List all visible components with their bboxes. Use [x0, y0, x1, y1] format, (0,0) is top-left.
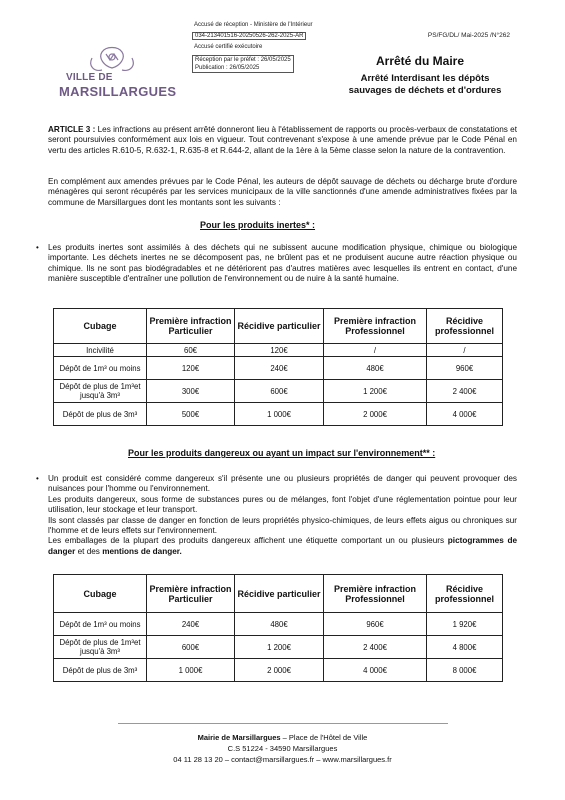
p4-bold-pictograms: pictogrammes de danger [48, 536, 518, 556]
bullet-icon: • [36, 243, 39, 252]
footer-divider [118, 723, 448, 724]
col-header: Récidive professionnel [427, 309, 503, 344]
table-cell: Dépôt de plus de 3m³ [54, 659, 147, 682]
subtitle-line-1: Arrêté Interdisant les dépôts [360, 73, 490, 84]
section-inert-heading: Pour les produits inertes* : [200, 220, 316, 230]
table-header-row [54, 575, 503, 613]
table-cell: 300€ [147, 380, 235, 403]
table-cell: 240€ [235, 357, 324, 380]
col-header: Première infraction Professionnel [324, 309, 427, 344]
table-cell: 1 000€ [235, 403, 324, 426]
stamp-certified: Accusé certifié exécutoire [194, 44, 263, 50]
table-cell: 120€ [235, 344, 324, 357]
logo-line-1: VILLE DE [66, 72, 113, 83]
col-header: Cubage [54, 309, 147, 344]
col-header: Première infraction Particulier [147, 575, 235, 613]
footer-line-3: 04 11 28 13 20 – contact@marsillargues.fr – www.marsillargues.fr [173, 755, 392, 764]
table-row [54, 357, 503, 380]
table-cell: 2 400€ [324, 636, 427, 659]
table-cell: Dépôt de plus de 1m³et jusqu'à 3m³ [54, 380, 147, 403]
stamp-id: 034-213401516-20250526-262-2025-AR [192, 32, 306, 40]
table-row [54, 636, 503, 659]
stamp-dates [192, 55, 294, 73]
page-subtitle [325, 73, 525, 97]
table-cell: / [324, 344, 427, 357]
complement-paragraph: En complément aux amendes prévues par le Code Pénal, les auteurs de dépôt sauvage de déchets ou décharge brute d'ordure ménagères qui seront récupérés par les services municipaux de la ville sanctionnés d'une amende administratives fixées par la commune de Marsillargues dont les montants sont les suivants : [48, 177, 517, 207]
col-header: Première infraction Professionnel [324, 575, 427, 613]
dangerous-p1: Un produit est considéré comme dangereux s'il présente une ou plusieurs propriétés de danger qui peuvent provoquer des nuisances pour l'homme ou l'environnement. [48, 474, 517, 494]
table-row [54, 344, 503, 357]
table-header-row [54, 309, 503, 344]
table-cell: 2 000€ [235, 659, 324, 682]
table-cell: 1 200€ [235, 636, 324, 659]
document-reference: PS/FG/DL/ Mai-2025 /N°262 [427, 32, 510, 39]
stamp-publication: Publication : 26/05/2025 [195, 65, 260, 71]
article-label: ARTICLE 3 : [48, 125, 96, 134]
table-row [54, 403, 503, 426]
table-row [54, 659, 503, 682]
table-cell: / [427, 344, 503, 357]
logo-line-2: MARSILLARGUES [59, 84, 177, 99]
bullet-icon: • [36, 474, 39, 483]
table-cell: 500€ [147, 403, 235, 426]
p4-mid: et des [77, 546, 100, 556]
table-cell: 480€ [324, 357, 427, 380]
article-3-paragraph [48, 125, 517, 156]
footer-address [0, 732, 565, 765]
stamp-reception: Réception par le préfet : 26/05/2025 [195, 57, 291, 63]
stamp-title: Accusé de réception - Ministère de l'Intérieur [194, 22, 313, 28]
table-cell: Dépôt de 1m³ ou moins [54, 357, 147, 380]
dangerous-p2: Les produits dangereux, sous forme de substances pures ou de mélanges, font l'objet d'une réglementation pointue pour leur utilisation, leur stockage et leur transport. [48, 494, 517, 515]
table-cell: 4 000€ [324, 659, 427, 682]
section-dangerous-heading: Pour les produits dangereux ou ayant un impact sur l'environnement** : [128, 448, 436, 458]
table-cell: 960€ [427, 357, 503, 380]
col-header: Récidive particulier [235, 575, 324, 613]
footer-line-1 [0, 732, 565, 743]
p4-bold-mentions: mentions de danger. [102, 546, 182, 556]
table-cell: 480€ [235, 613, 324, 636]
table-cell: Dépôt de 1m³ ou moins [54, 613, 147, 636]
subtitle-line-2: sauvages de déchets et d'ordures [348, 85, 502, 96]
footer-place: – Place de l'Hôtel de Ville [280, 733, 368, 742]
table-row [54, 380, 503, 403]
table-cell: 1 000€ [147, 659, 235, 682]
dangerous-p3: Ils sont classés par classe de danger en fonction de leurs propriétés physico-chimiques, de leurs effets aigus ou chroniques sur l'homme et de leurs effets sur l'environnement. [48, 515, 517, 536]
table-cell: 960€ [324, 613, 427, 636]
footer-mairie: Mairie de Marsillargues [197, 733, 281, 742]
table-cell: Incivilité [54, 344, 147, 357]
table-cell: 240€ [147, 613, 235, 636]
table-cell: 1 200€ [324, 380, 427, 403]
table-cell: 600€ [235, 380, 324, 403]
col-header: Récidive particulier [235, 309, 324, 344]
col-header: Cubage [54, 575, 147, 613]
table-cell: 8 000€ [427, 659, 503, 682]
table-cell: Dépôt de plus de 3m³ [54, 403, 147, 426]
table-cell: 600€ [147, 636, 235, 659]
col-header: Première infraction Particulier [147, 309, 235, 344]
inert-description: Les produits inertes sont assimilés à des déchets qui ne subissent aucune modification physique, chimique ou biologique importante. Les déchets inertes ne se décomposent pas, ne brûlent pas et ne produisent aucune autre réaction physique ou chimique. Ils ne sont pas biodégradables et ne détériorent pas d'autres matières avec lesquelles ils entrent en contact, d'une manière susceptible d'entraîner une pollution de l'environnement ou de nuire à la santé humaine. [48, 243, 517, 284]
table-cell: 1 920€ [427, 613, 503, 636]
table-cell: 2 000€ [324, 403, 427, 426]
table-cell: 120€ [147, 357, 235, 380]
table-cell: 4 000€ [427, 403, 503, 426]
dangerous-p4 [48, 536, 517, 557]
table-cell: 4 800€ [427, 636, 503, 659]
p4-start: Les emballages de la plupart des produits dangereux affichent une étiquette comportant un ou plusieurs [48, 536, 445, 546]
table-cell: Dépôt de plus de 1m³et jusqu'à 3m³ [54, 636, 147, 659]
col-header: Récidive professionnel [427, 575, 503, 613]
inert-fines-table [53, 308, 503, 426]
dangerous-fines-table [53, 574, 503, 682]
table-cell: 60€ [147, 344, 235, 357]
table-cell: 2 400€ [427, 380, 503, 403]
dangerous-description [48, 474, 517, 557]
article-text: Les infractions au présent arrêté donneront lieu à l'établissement de rapports ou procès-verbaux de constatations et seront poursuivies conformément aux lois en vigueur. Tout contrevenant s'expose à une amende prévue par le Code Pénal en vertu des articles R.610-5, R.632-1, R.635-8 et R.644-2, allant de la 1ère à la 5ème classe selon la nature de la contravention. [48, 125, 517, 155]
footer-line-2: C.S 51224 - 34590 Marsillargues [227, 744, 338, 753]
page-title: Arrêté du Maire [375, 54, 465, 68]
table-row [54, 613, 503, 636]
